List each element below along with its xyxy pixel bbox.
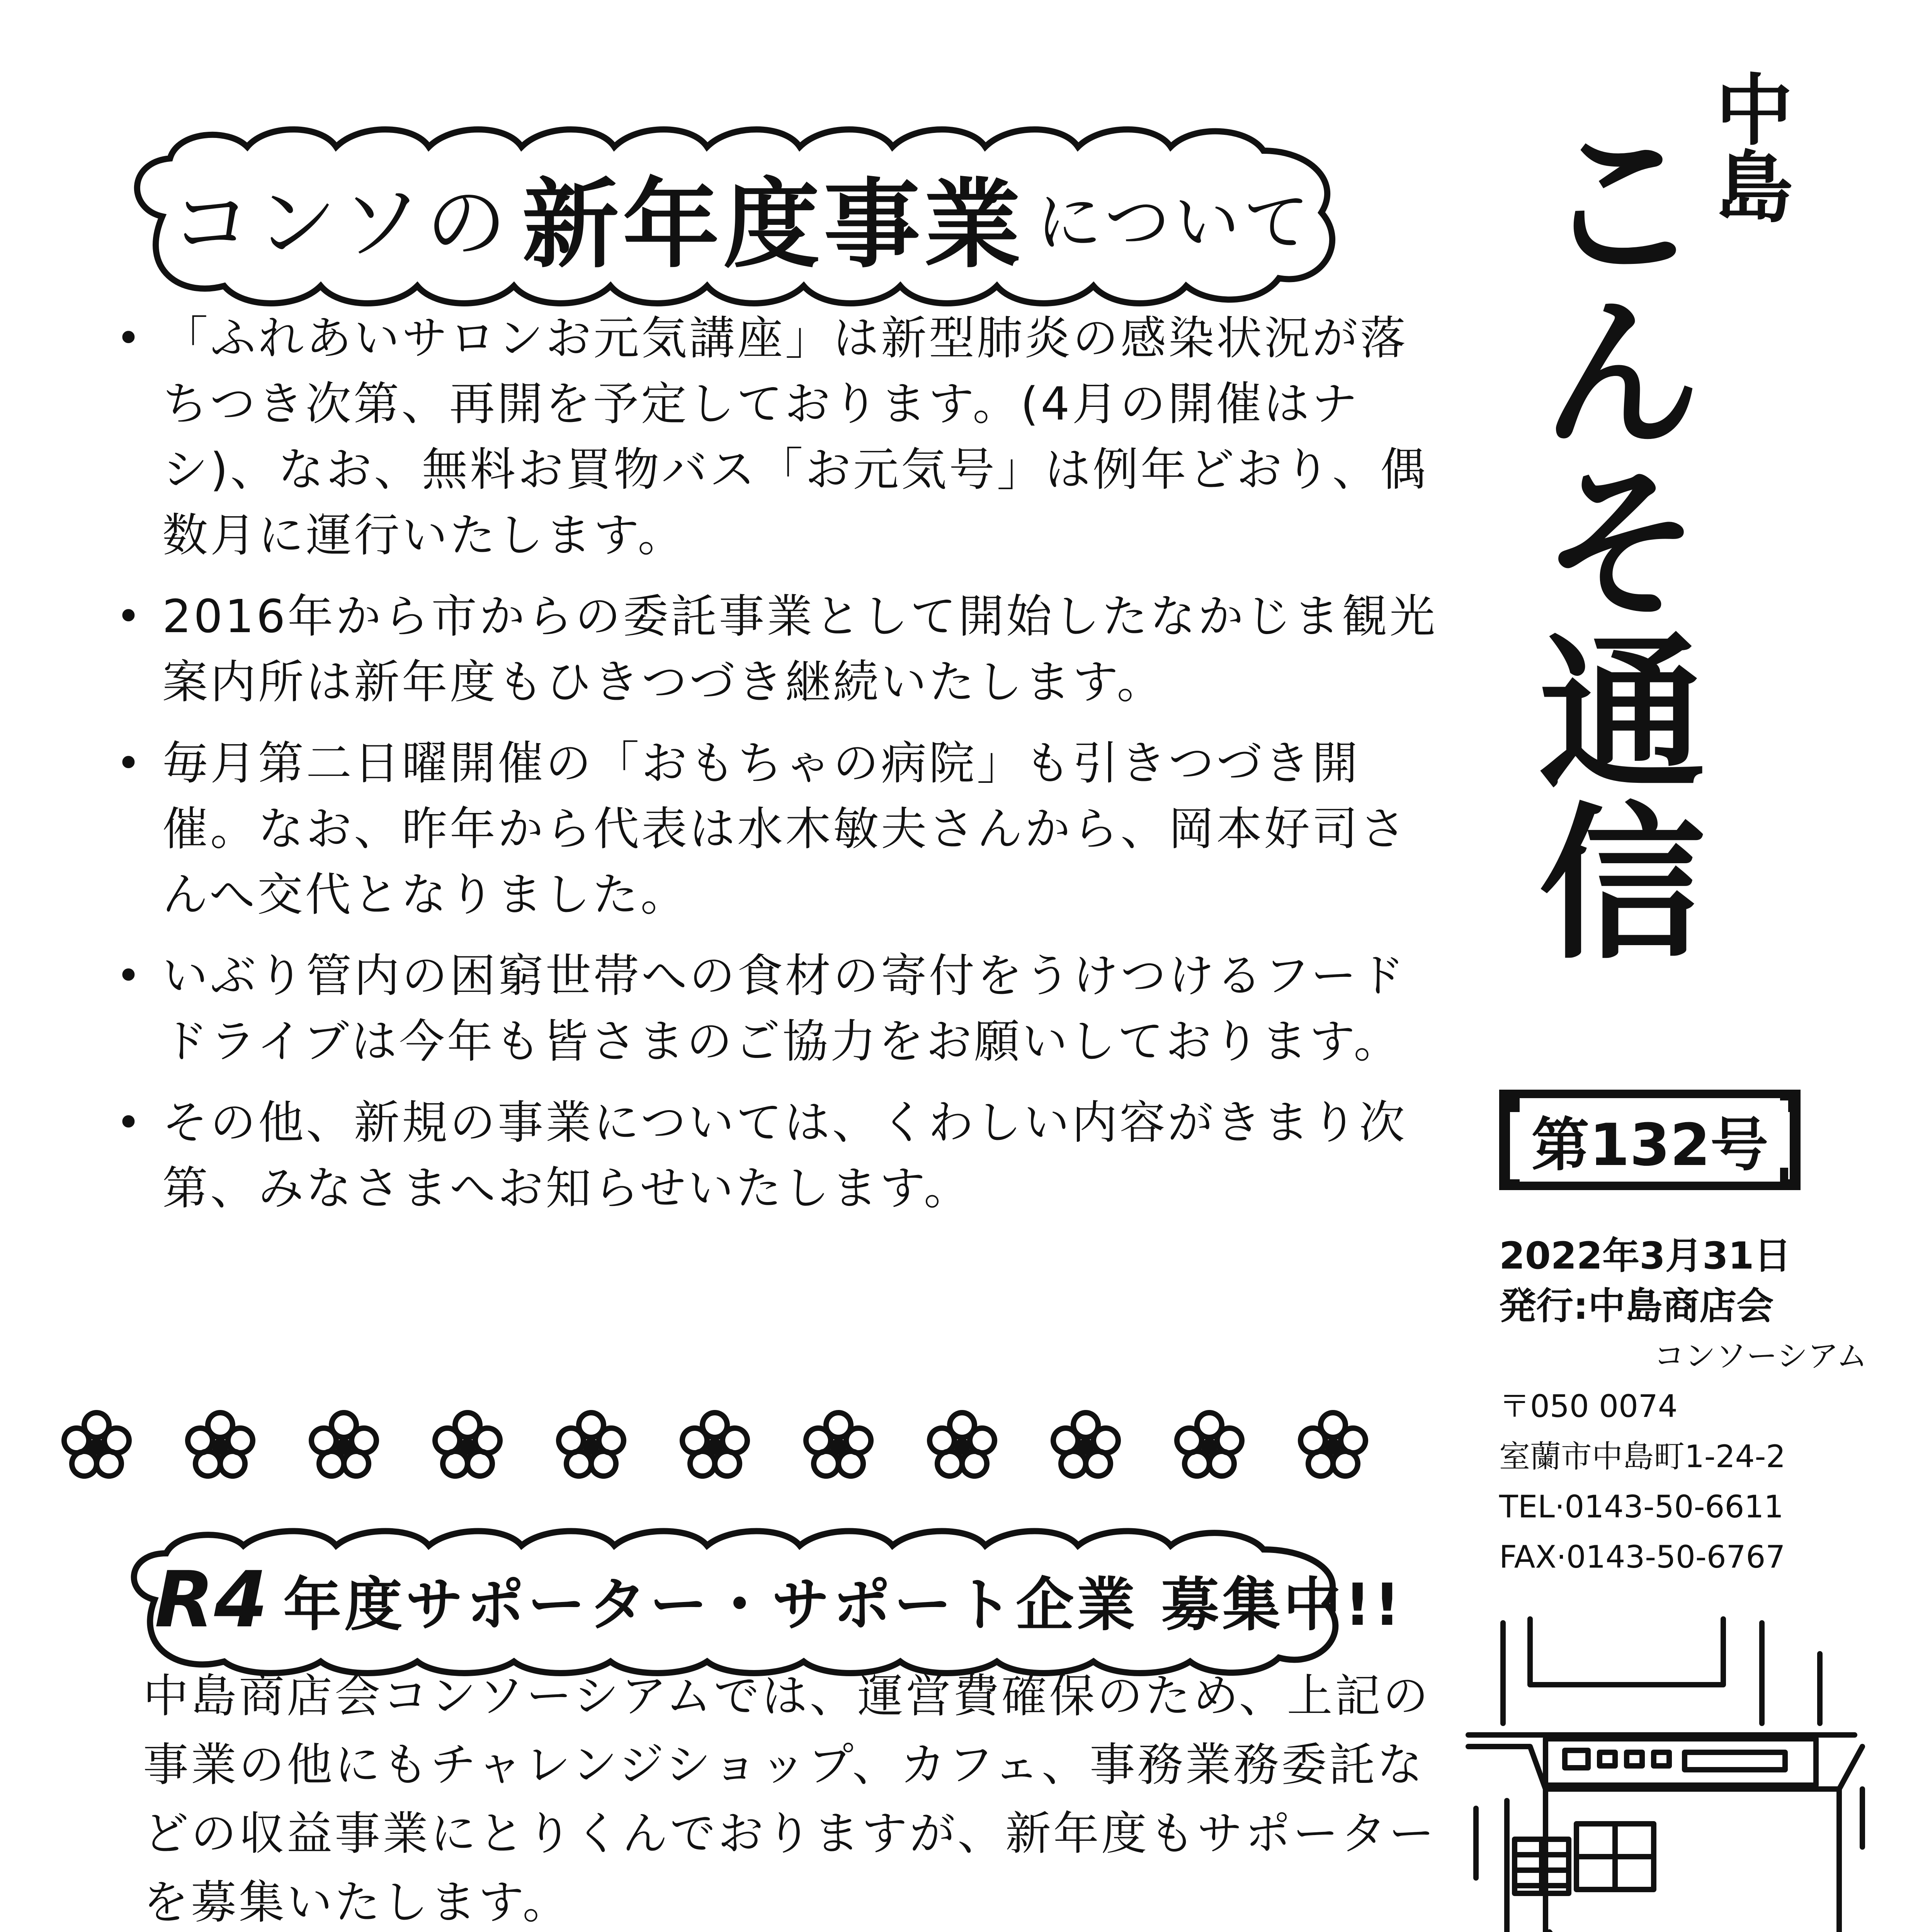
section1-title-prefix: コンソの bbox=[170, 176, 511, 270]
section1-title-bold: 新年度事業 bbox=[522, 168, 1025, 281]
tel: TEL·0143-50-6611 bbox=[1499, 1489, 1784, 1525]
bullet-item: • その他、新規の事業については、くわしい内容がきまり次第、みなさまへお知らせいたします。 bbox=[116, 1090, 1449, 1221]
issue-date: 2022年3月31日 bbox=[1499, 1234, 1791, 1277]
masthead bbox=[1491, 70, 1793, 1074]
section2-title-r4: R4 bbox=[155, 1554, 268, 1645]
publisher: 発行:中島商店会 bbox=[1499, 1284, 1774, 1328]
building-illustration bbox=[1453, 1607, 1886, 1932]
issue-badge bbox=[1499, 1090, 1801, 1190]
postal-code: 〒050 0074 bbox=[1499, 1388, 1678, 1424]
building-drawing bbox=[1453, 1607, 1886, 1932]
flower-icon bbox=[58, 1406, 135, 1484]
section2-title-text: 年度サポーター・サポート企業 募集中!! bbox=[283, 1571, 1404, 1639]
flower-icon bbox=[305, 1406, 383, 1484]
flower-icon bbox=[1294, 1406, 1372, 1484]
flower-divider bbox=[58, 1406, 1372, 1492]
fax: FAX·0143-50-6767 bbox=[1499, 1539, 1785, 1575]
bullet-item: • 毎月第二日曜開催の「おもちゃの病院」も引きつづき開催。なお、昨年から代表は水木敏夫さんから、岡本好司さんへ交代となりました。 bbox=[116, 730, 1449, 927]
flower-icon bbox=[923, 1406, 1001, 1484]
section1-title-cloud bbox=[104, 116, 1379, 317]
flower-icon bbox=[182, 1406, 259, 1484]
section2-title-cloud bbox=[100, 1519, 1404, 1681]
bullet-item: • 2016年から市からの委託事業として開始したなかじま観光案内所は新年度もひきつづき継続いたします。 bbox=[116, 583, 1449, 715]
flower-icon bbox=[1047, 1406, 1124, 1484]
publisher-sub: コンソーシアム bbox=[1654, 1338, 1867, 1374]
section1-title-tail: について bbox=[1036, 184, 1313, 261]
section1-bullets bbox=[116, 305, 1449, 1236]
flower-icon bbox=[553, 1406, 630, 1484]
masthead-sub: 中島 bbox=[1703, 70, 1793, 224]
flower-icon bbox=[676, 1406, 753, 1484]
bullet-item: • いぶり管内の困窮世帯への食材の寄付をうけつけるフードドライブは今年も皆さまのご協力をお願いしております。 bbox=[116, 943, 1449, 1074]
flower-icon bbox=[1171, 1406, 1248, 1484]
flower-icon bbox=[800, 1406, 877, 1484]
flower-icon bbox=[429, 1406, 506, 1484]
address: 室蘭市中島町1-24-2 bbox=[1499, 1439, 1786, 1475]
issue-number: 第132号 bbox=[1520, 1098, 1780, 1182]
bullet-item: • 「ふれあいサロンお元気講座」は新型肺炎の感染状況が落ちつき次第、再開を予定しております。(4月の開催はナシ)、なお、無料お買物バス「お元気号」は例年どおり、偶数月に運行いたします。 bbox=[116, 305, 1449, 568]
section2-paragraph-1: 中島商店会コンソーシアムでは、運営費確保のため、上記の事業の他にもチャレンジショップ、カフェ、事務業務委託などの収益事業にとりくんでおりますが、新年度もサポーターを募集いたします。 bbox=[143, 1669, 1437, 1929]
masthead-title: こんそ通信 bbox=[1511, 116, 1704, 966]
